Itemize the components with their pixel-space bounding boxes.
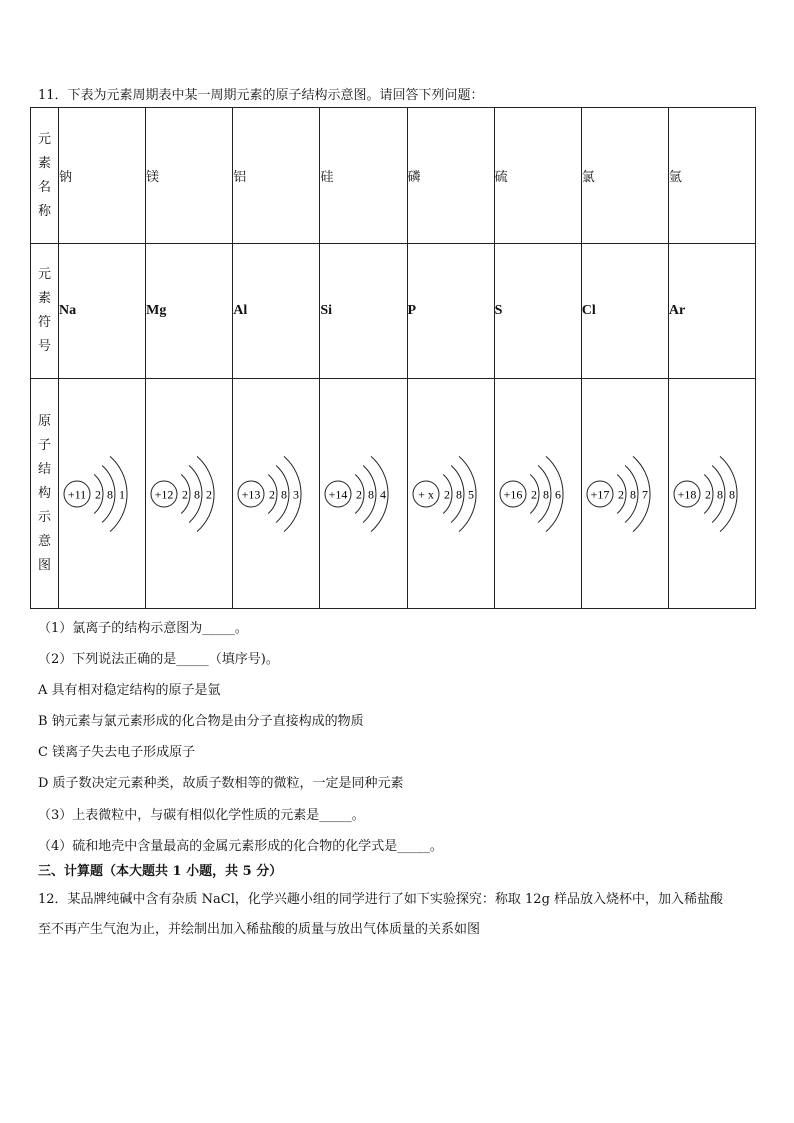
shell-electron-count: 8 (194, 487, 201, 501)
row-header-char: 号 (37, 339, 51, 354)
row-header-char: 示 (37, 509, 51, 525)
nucleus-charge: +18 (677, 487, 697, 501)
atomic-structure-diagram (586, 444, 664, 544)
sub-question-2: （2）下列说法正确的是_____（填序号)。 (38, 652, 279, 667)
shell-electron-count: 4 (380, 487, 387, 501)
row-header-char: 素 (37, 155, 51, 171)
row-header-char: 称 (37, 203, 51, 219)
diagram-cell (233, 379, 320, 609)
atomic-structure-diagram (412, 444, 490, 544)
shell-electron-count: 8 (542, 487, 549, 501)
shell-electron-count: 6 (554, 487, 561, 501)
nucleus-charge: +14 (329, 487, 348, 501)
nucleus-charge: +12 (154, 487, 174, 501)
option-a: A 具有相对稳定结构的原子是氩 (38, 683, 221, 698)
nucleus-charge: +17 (590, 487, 610, 501)
section-heading: 三、计算题（本大题共 1 小题，共 5 分） (38, 864, 283, 879)
symbol-cell: Si (320, 244, 407, 379)
shell-electron-count: 2 (530, 487, 537, 501)
row-header-char: 结 (37, 461, 51, 477)
row-header-char: 元 (37, 131, 51, 147)
name-cell: 铝 (233, 108, 320, 244)
name-cell: 钠 (59, 108, 146, 244)
row-header-char: 名 (37, 179, 51, 195)
symbol-cell: Cl (581, 244, 668, 379)
row-header-char: 素 (37, 291, 51, 306)
diagram-cell (146, 379, 233, 609)
shell-electron-count: 2 (269, 487, 276, 501)
shell-electron-count: 8 (716, 487, 723, 501)
element-table (30, 107, 756, 609)
shell-electron-count: 8 (728, 487, 735, 501)
name-cell: 镁 (146, 108, 233, 244)
name-cell: 磷 (407, 108, 494, 244)
diagram-cell (581, 379, 668, 609)
diagram-cell (494, 379, 581, 609)
symbol-cell: P (407, 244, 494, 379)
atomic-structure-diagram (150, 444, 228, 544)
shell-electron-count: 2 (182, 487, 189, 501)
row-header-char: 符 (37, 315, 51, 330)
name-cell: 氩 (668, 108, 755, 244)
nucleus-charge: +11 (67, 487, 87, 501)
question-12-line-2: 至不再产生气泡为止，并绘制出加入稀盐酸的质量与放出气体质量的关系如图 (38, 922, 481, 937)
nucleus-charge: +16 (503, 487, 523, 501)
symbol-cell: S (494, 244, 581, 379)
symbol-cell: Na (59, 244, 146, 379)
symbol-cell: Mg (146, 244, 233, 379)
sub-question-4: （4）硫和地壳中含量最高的金属元素形成的化合物的化学式是_____。 (38, 839, 443, 854)
row-element-name (31, 108, 756, 244)
shell-electron-count: 2 (356, 487, 363, 501)
shell-electron-count: 8 (455, 487, 462, 501)
name-cell: 硅 (320, 108, 407, 244)
shell-electron-count: 8 (281, 487, 288, 501)
atomic-structure-diagram (237, 444, 315, 544)
shell-electron-count: 3 (293, 487, 300, 501)
question-11-title: 11．下表为元素周期表中某一周期元素的原子结构示意图。请回答下列问题： (38, 88, 484, 103)
shell-electron-count: 8 (107, 487, 114, 501)
option-d: D 质子数决定元素种类，故质子数相等的微粒，一定是同种元素 (38, 776, 404, 791)
question-12-line-1: 12．某品牌纯碱中含有杂质 NaCl，化学兴趣小组的同学进行了如下实验探究：称取 12g 样品放入烧杯中，加入稀盐酸 (38, 892, 724, 907)
row-atomic-structure (31, 379, 756, 609)
sub-question-1: （1）氯离子的结构示意图为_____。 (38, 621, 248, 636)
row-header-char: 元 (37, 267, 51, 282)
row-header-name (31, 108, 59, 244)
row-header-char: 意 (37, 533, 51, 549)
diagram-cell (59, 379, 146, 609)
row-header-char: 构 (37, 485, 51, 501)
atomic-structure-diagram (324, 444, 402, 544)
atomic-structure-diagram (673, 444, 751, 544)
diagram-cell (407, 379, 494, 609)
row-header-char: 图 (37, 557, 51, 573)
row-header-char: 原 (37, 413, 51, 429)
shell-electron-count: 2 (95, 487, 102, 501)
name-cell: 氯 (581, 108, 668, 244)
nucleus-charge: +13 (241, 487, 261, 501)
shell-electron-count: 2 (704, 487, 711, 501)
row-element-symbol (31, 244, 756, 379)
row-header-diagram (31, 379, 59, 609)
name-cell: 硫 (494, 108, 581, 244)
shell-electron-count: 5 (467, 487, 474, 501)
nucleus-charge: + x (417, 487, 434, 501)
symbol-cell: Al (233, 244, 320, 379)
shell-electron-count: 8 (368, 487, 375, 501)
atomic-structure-diagram (63, 444, 141, 544)
sub-question-3: （3）上表微粒中，与碳有相似化学性质的元素是_____。 (38, 808, 365, 823)
atomic-structure-diagram (499, 444, 577, 544)
shell-electron-count: 2 (443, 487, 450, 501)
option-c: C 镁离子失去电子形成原子 (38, 745, 196, 760)
symbol-cell: Ar (668, 244, 755, 379)
option-b: B 钠元素与氯元素形成的化合物是由分子直接构成的物质 (38, 714, 364, 729)
shell-electron-count: 2 (617, 487, 624, 501)
diagram-cell (668, 379, 755, 609)
diagram-cell (320, 379, 407, 609)
shell-electron-count: 7 (641, 487, 648, 501)
row-header-symbol (31, 244, 59, 379)
shell-electron-count: 2 (206, 487, 213, 501)
row-header-char: 子 (37, 437, 51, 453)
shell-electron-count: 1 (119, 487, 126, 501)
shell-electron-count: 8 (629, 487, 636, 501)
